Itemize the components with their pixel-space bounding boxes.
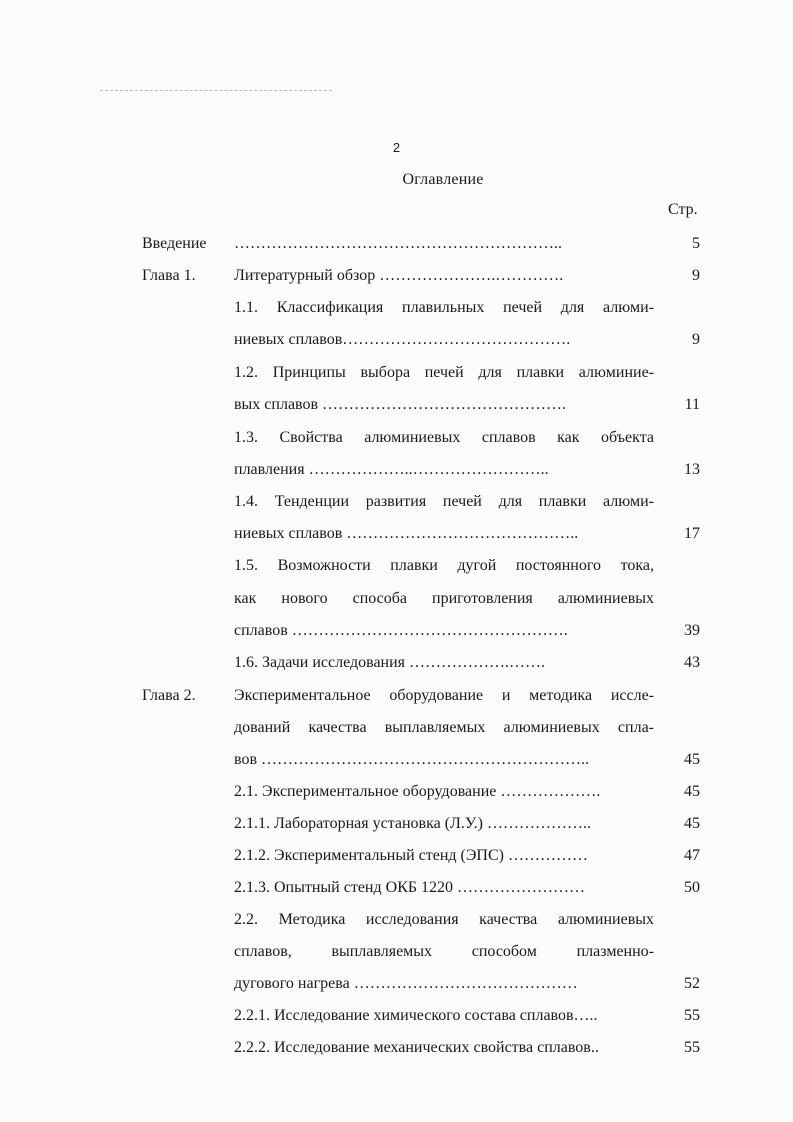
- toc-entry-2-2: 2.2. Методика исследования качества алюминиевых: [234, 911, 654, 928]
- toc-entry-2-2-cont1: сплавов, выплавляемых способом плазменно-: [234, 943, 654, 960]
- toc-page-1-3: 13: [684, 461, 700, 478]
- toc-entry-1-1-cont: ниевых сплавов…………………………………….: [234, 331, 571, 348]
- toc-entry-2-2-cont2: дугового нагрева ……………………………………: [234, 975, 578, 992]
- toc-page-ch2: 45: [684, 751, 700, 768]
- page-number: 2: [392, 140, 401, 155]
- toc-entry-1-4: 1.4. Тенденции развития печей для плавки алюми-: [234, 493, 654, 510]
- toc-entry-2-1-2: 2.1.2. Экспериментальный стенд (ЭПС) ……………: [234, 847, 588, 864]
- toc-page-2-2: 52: [684, 975, 700, 992]
- toc-page-2-2-2: 55: [684, 1039, 700, 1056]
- toc-page-2-1-1: 45: [684, 815, 700, 832]
- toc-entry-ch2-cont2: вов ……………………………………………………..: [234, 751, 589, 768]
- toc-page-1-2: 11: [684, 396, 700, 413]
- toc-entry-1-3-cont: плавления ………………..……………………..: [234, 461, 549, 478]
- toc-page-1-5: 39: [684, 622, 700, 639]
- toc-entry-1-3: 1.3. Свойства алюминиевых сплавов как объекта: [234, 429, 654, 446]
- toc-entry-ch2: Экспериментальное оборудование и методика иссле-: [234, 687, 654, 704]
- toc-entry-1-2: 1.2. Принципы выбора печей для плавки алюминие-: [234, 364, 654, 381]
- toc-entry-ch1: Литературный обзор ………………….………….: [234, 267, 564, 284]
- toc-entry-intro: ……………………………………………………..: [234, 235, 562, 252]
- chapter-label-intro: Введение: [142, 235, 207, 252]
- toc-entry-1-5: 1.5. Возможности плавки дугой постоянного тока,: [234, 557, 654, 574]
- toc-page-1-1: 9: [692, 331, 700, 348]
- toc-entry-2-1-1: 2.1.1. Лабораторная установка (Л.У.) ………………..: [234, 815, 591, 832]
- toc-entry-1-6: 1.6. Задачи исследования ……………….…….: [234, 654, 546, 671]
- toc-page-2-1-3: 50: [684, 879, 700, 896]
- toc-entry-ch2-cont1: дований качества выплавляемых алюминиевых спла-: [234, 719, 654, 736]
- toc-page-1-6: 43: [684, 654, 700, 671]
- toc-page-ch1: 9: [692, 267, 700, 284]
- toc-entry-1-5-cont2: сплавов …………………………………………….: [234, 622, 568, 639]
- toc-entry-1-4-cont: ниевых сплавов ……………………………………..: [234, 525, 579, 542]
- toc-page-intro: 5: [692, 235, 700, 252]
- toc-entry-2-2-2: 2.2.2. Исследование механических свойства сплавов..: [234, 1039, 599, 1056]
- toc-entry-2-1-3: 2.1.3. Опытный стенд ОКБ 1220 ……………………: [234, 879, 586, 896]
- toc-entry-1-2-cont: вых сплавов ……………………………………….: [234, 396, 567, 413]
- toc-page-1-4: 17: [684, 525, 700, 542]
- toc-entry-1-1: 1.1. Классификация плавильных печей для алюми-: [234, 299, 654, 316]
- chapter-label-2: Глава 2.: [142, 687, 196, 704]
- toc-entry-2-2-1: 2.2.1. Исследование химического состава сплавов…..: [234, 1007, 598, 1024]
- chapter-label-1: Глава 1.: [142, 267, 196, 284]
- page-title: Оглавление: [402, 171, 484, 188]
- toc-page-2-2-1: 55: [684, 1007, 700, 1024]
- toc-entry-1-5-cont1: как нового способа приготовления алюминиевых: [234, 590, 654, 607]
- toc-page-2-1-2: 47: [684, 847, 700, 864]
- toc-page-2-1: 45: [684, 783, 700, 800]
- page-column-header: Стр.: [668, 201, 698, 218]
- toc-entry-2-1: 2.1. Экспериментальное оборудование ……………….: [234, 783, 601, 800]
- scan-artifact-line: [100, 90, 332, 91]
